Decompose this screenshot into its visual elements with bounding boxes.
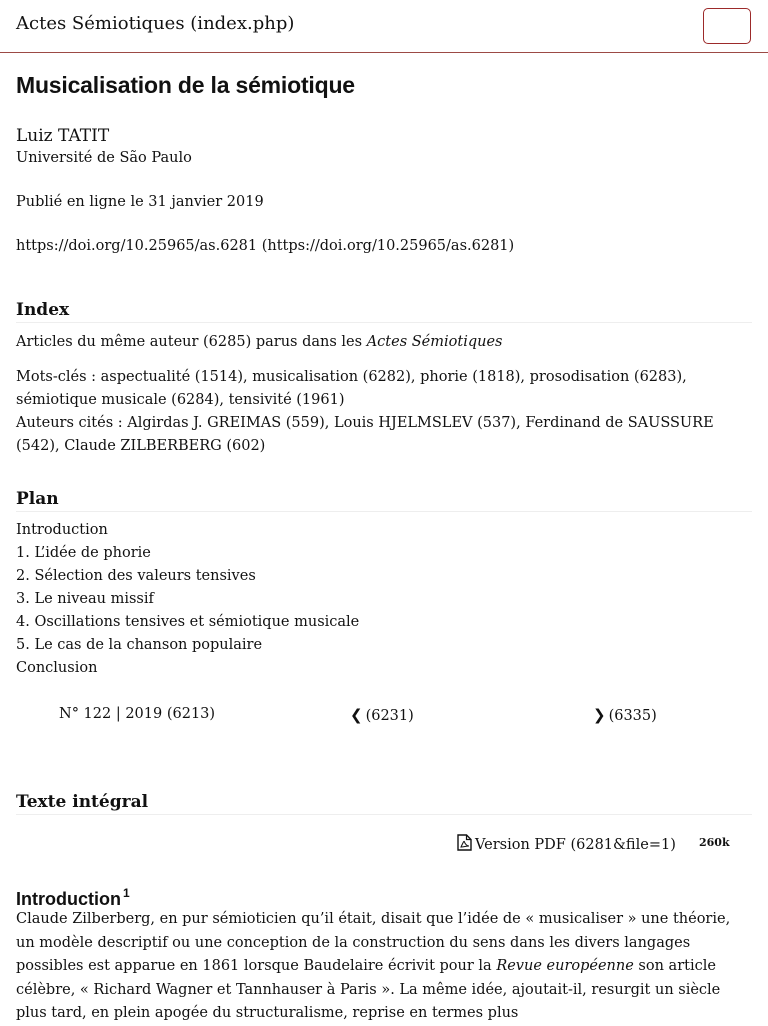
plan-item-oscillations[interactable]: 4. Oscillations tensives et sémiotique musicale [16,614,360,630]
file-pdf-icon [457,834,472,851]
plan-heading: Plan [16,489,752,512]
cited-authors[interactable]: Auteurs cités : Algirdas J. GREIMAS (559), Louis HJELMSLEV (537), Ferdinand de SAUSSURE (542), Claude ZILBERBERG (602) [16,415,714,454]
introduction-heading [16,886,130,910]
fulltext-heading: Texte intégral [16,792,752,815]
article-title: Musicalisation de la sémiotique [16,72,355,98]
footnote-ref[interactable]: 1 [122,886,130,900]
prev-article-link[interactable] [350,706,414,724]
chevron-right-icon: ❯ [593,706,606,724]
introduction-paragraph [16,908,752,1026]
plan-item-introduction[interactable]: Introduction [16,522,108,538]
paragraph-journal: Revue européenne [496,958,634,974]
author-affiliation: Université de São Paulo [16,150,192,166]
prev-article-label: (6231) [365,708,414,724]
site-title-link[interactable]: Actes Sémiotiques (index.php) [16,13,295,34]
index-heading: Index [16,300,752,323]
plan-item-selection[interactable]: 2. Sélection des valeurs tensives [16,568,256,584]
doi-link[interactable]: https://doi.org/10.25965/as.6281 (https://doi.org/10.25965/as.6281) [16,238,515,254]
introduction-title: Introduction [16,889,121,909]
author-name: Luiz TATIT [16,126,110,146]
journal-name: Actes Sémiotiques [366,334,503,350]
next-article-label: (6335) [608,708,657,724]
plan-item-niveau-missif[interactable]: 3. Le niveau missif [16,591,154,607]
top-bar [0,0,768,53]
keywords[interactable]: Mots-clés : aspectualité (1514), musicalisation (6282), phorie (1818), prosodisation (6283), sémiotique musicale (6284), tensivité (1961) [16,369,687,408]
plan-item-chanson[interactable]: 5. Le cas de la chanson populaire [16,637,263,653]
author-articles-line [16,334,502,350]
paragraph-text-b: son article célèbre, « Richard Wagner et Tannhauser à Paris ». La même idée, ajoutait-il, resurgit un siècle plus tard, en plein apogée du structuralisme, reprise en termes plus [16,958,721,1021]
next-article-link[interactable] [593,706,657,724]
plan-item-conclusion[interactable]: Conclusion [16,660,98,676]
menu-button[interactable] [703,8,751,44]
chevron-left-icon: ❮ [350,706,363,724]
publication-date: Publié en ligne le 31 janvier 2019 [16,194,264,210]
issue-link[interactable]: N° 122 | 2019 (6213) [59,706,216,722]
pdf-label: Version PDF (6281&file=1) [475,837,676,853]
plan-item-phorie[interactable]: 1. L’idée de phorie [16,545,151,561]
pdf-download-link[interactable] [457,834,676,853]
paragraph-text-a: Claude Zilberberg, en pur sémioticien qu’il était, disait que l’idée de « musicaliser » une théorie, un modèle descriptif ou une conception de la construction du sens dans les divers langages possibles est apparue en 1861 lorsque Baudelaire écrivit pour la [16,911,731,974]
author-articles-link[interactable]: Articles du même auteur (6285) parus dans les [16,334,367,350]
pdf-size: 260k [699,836,730,849]
